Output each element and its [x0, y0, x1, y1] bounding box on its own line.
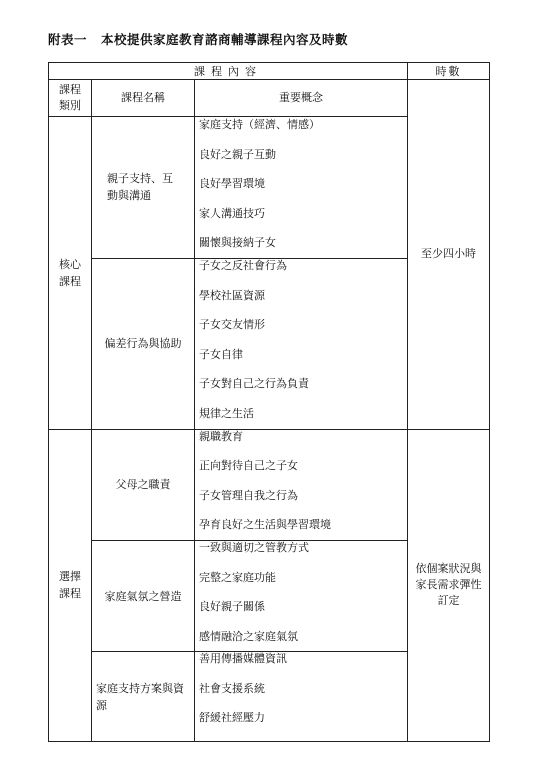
page-title: [48, 30, 348, 48]
concept-list: [195, 540, 408, 651]
concept-item: 規律之生活: [199, 406, 254, 420]
concept-item: 良好學習環境: [199, 177, 265, 191]
concept-item: 子女對自己之行為負責: [199, 377, 309, 391]
concept-item: 良好之親子互動: [199, 147, 276, 161]
concept-item: 孕育良好之生活與學習環境: [199, 518, 331, 532]
course-name: 家庭支持方案與資源: [92, 652, 195, 742]
concept-item: 子女自律: [199, 347, 243, 361]
category-core: 核心課程: [49, 117, 92, 430]
concept-item: 子女交友情形: [199, 318, 265, 332]
concept-item: 社會支援系統: [199, 681, 265, 695]
concept-item: 家人溝通技巧: [199, 206, 265, 220]
concept-item: 關懷與接納子女: [199, 236, 276, 250]
concept-item: 一致與適切之管教方式: [199, 540, 309, 554]
header-name: 課程名稱: [92, 80, 195, 117]
concept-item: 親職教育: [199, 429, 243, 443]
category-elective: 選擇課程: [49, 429, 92, 742]
concept-item: 正向對待自己之子女: [199, 459, 298, 473]
concept-list: [195, 117, 408, 259]
course-name: 家庭氣氛之營造: [92, 540, 195, 651]
course-name: 親子支持、互動與溝通: [92, 117, 195, 259]
course-table: [48, 62, 490, 742]
concept-item: 舒緩社經壓力: [199, 711, 265, 725]
course-name: 偏差行為與協助: [92, 258, 195, 429]
course-name: 父母之職責: [92, 429, 195, 540]
concept-item: 善用傳播媒體資訊: [199, 652, 287, 666]
header-hours: 時數: [408, 63, 490, 80]
header-category: 課程類別: [49, 80, 92, 117]
concept-item: 家庭支持（經濟、情感）: [199, 118, 320, 131]
concept-list: [195, 652, 408, 742]
concept-item: 感情融洽之家庭氣氛: [199, 629, 298, 643]
concept-item: 子女之反社會行為: [199, 258, 287, 272]
concept-item: 子女管理自我之行為: [199, 488, 298, 502]
concept-item: 良好親子關係: [199, 600, 265, 614]
concept-list: [195, 258, 408, 429]
header-content: 課程內容: [49, 63, 408, 80]
concept-item: 完整之家庭功能: [199, 570, 276, 584]
header-concepts: 重要概念: [195, 80, 408, 117]
concept-list: [195, 429, 408, 540]
concept-item: 學校社區資源: [199, 288, 265, 302]
title-text: 本校提供家庭教育諮商輔導課程內容及時數: [101, 32, 349, 47]
core-hours: 至少四小時: [408, 80, 490, 430]
title-prefix: 附表一: [48, 32, 88, 47]
elective-hours: 依個案狀況與家長需求彈性訂定: [408, 429, 490, 742]
